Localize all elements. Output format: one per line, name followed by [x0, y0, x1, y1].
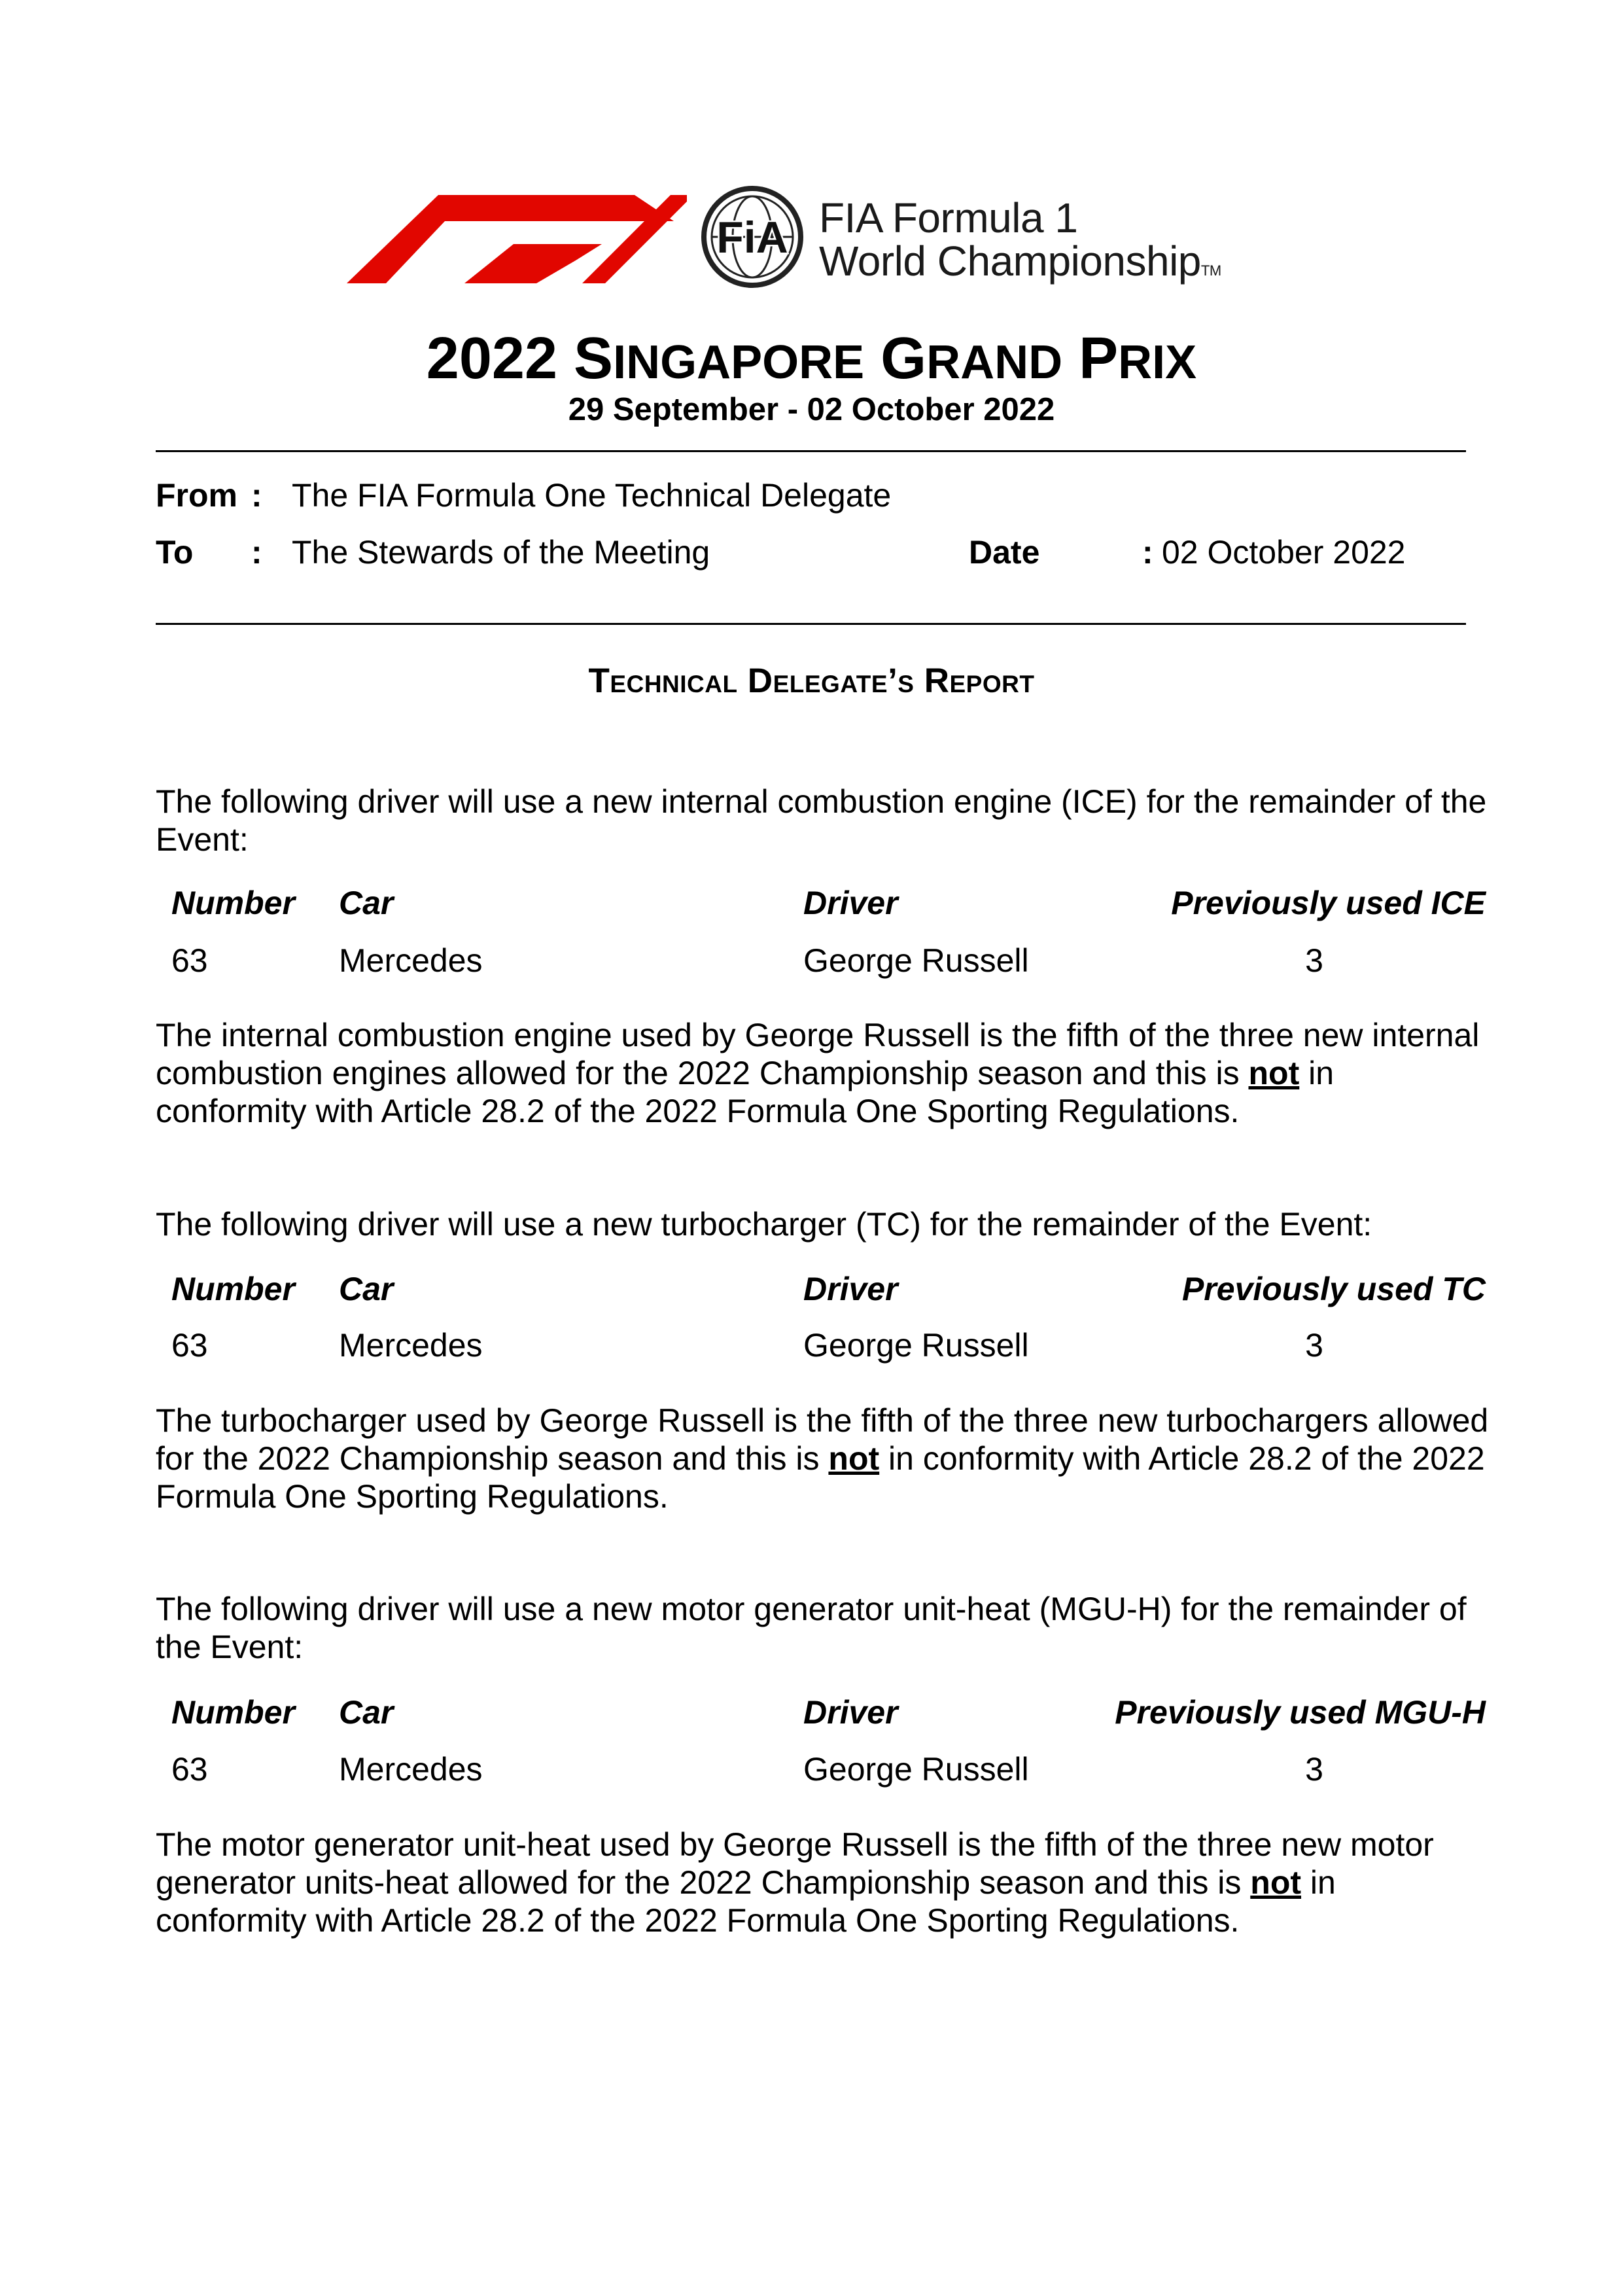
section-tc-row-number: 63	[171, 1327, 208, 1364]
from-label: From	[156, 477, 237, 514]
to-label: To	[156, 534, 194, 571]
divider-bottom	[156, 623, 1466, 625]
to-value: The Stewards of the Meeting	[292, 534, 710, 571]
section-ice-note: The internal combustion engine used by George Russell is the fifth of the three new internal combustion engines allowed for the 2022 Championship season and this is not in conformity with Article 28.2 of the 2022 Formula One Sporting Regulations.	[156, 1017, 1480, 1129]
section-ice-row-driver: George Russell	[803, 942, 1029, 979]
section-tc-header-driver: Driver	[803, 1271, 898, 1307]
section-mguh-row-prev: 3	[1305, 1751, 1323, 1788]
section-tc-intro: The following driver will use a new turbocharger (TC) for the remainder of the Event:	[156, 1206, 1372, 1243]
date-label: Date	[969, 534, 1040, 571]
section-ice-header-car: Car	[339, 885, 394, 921]
section-tc-row-driver: George Russell	[803, 1327, 1029, 1364]
section-mguh-note: The motor generator unit-heat used by George Russell is the fifth of the three new motor generator units-heat allowed for the 2022 Championship season and this is not in conformity with Article 28.2 of the 2022 Formula One Sporting Regulations.	[156, 1826, 1434, 1939]
section-mguh-header-driver: Driver	[803, 1694, 898, 1731]
section-mguh-header-prev: Previously used MGU-H	[1115, 1694, 1486, 1731]
svg-text:FiA: FiA	[716, 213, 788, 262]
date-colon: :	[1142, 534, 1153, 571]
date-value: 02 October 2022	[1162, 534, 1406, 571]
from-value: The FIA Formula One Technical Delegate	[292, 477, 892, 514]
fia-f1-logo	[347, 183, 1308, 308]
section-tc-row-prev: 3	[1305, 1327, 1323, 1364]
event-dates: 29 September - 02 October 2022	[568, 392, 1055, 427]
f1-logo-icon	[347, 195, 687, 283]
section-tc-note: The turbocharger used by George Russell is the fifth of the three new turbochargers allowed for the 2022 Championship season and this is not in conformity with Article 28.2 of the 2022 Formula One Sporting Regulations.	[156, 1402, 1489, 1515]
logo-wordmark	[819, 196, 1221, 292]
logo-line-2: World ChampionshipTM	[819, 238, 1221, 285]
section-ice-row-number: 63	[171, 942, 208, 979]
fia-globe-badge-icon	[674, 183, 831, 291]
section-mguh-row-number: 63	[171, 1751, 208, 1788]
section-tc-header-car: Car	[339, 1271, 394, 1307]
trademark: TM	[1200, 262, 1221, 279]
section-ice-header-number: Number	[171, 885, 295, 921]
section-mguh-row-driver: George Russell	[803, 1751, 1029, 1788]
to-colon: :	[251, 534, 262, 571]
section-mguh-row-car: Mercedes	[339, 1751, 483, 1788]
section-mguh-header-car: Car	[339, 1694, 394, 1731]
from-colon: :	[251, 477, 262, 514]
section-ice-header-driver: Driver	[803, 885, 898, 921]
emphasis-not: not	[1250, 1864, 1302, 1901]
section-mguh-header-number: Number	[171, 1694, 295, 1731]
section-mguh-intro: The following driver will use a new motor generator unit-heat (MGU-H) for the remainder of the Event:	[156, 1591, 1467, 1665]
report-title: Technical Delegate’s Report	[588, 662, 1035, 700]
section-ice-row-car: Mercedes	[339, 942, 483, 979]
emphasis-not: not	[1248, 1055, 1300, 1091]
divider-top	[156, 450, 1466, 452]
section-ice-intro: The following driver will use a new internal combustion engine (ICE) for the remainder of the Event:	[156, 783, 1487, 858]
section-ice-header-prev: Previously used ICE	[1171, 885, 1486, 921]
section-ice-row-prev: 3	[1305, 942, 1323, 979]
section-tc-row-car: Mercedes	[339, 1327, 483, 1364]
page-title: 2022 SINGAPORE GRAND PRIX	[426, 326, 1197, 391]
emphasis-not: not	[828, 1440, 880, 1477]
logo-line-1: FIA Formula 1	[819, 194, 1078, 241]
section-tc-header-number: Number	[171, 1271, 295, 1307]
section-tc-header-prev: Previously used TC	[1181, 1271, 1486, 1307]
